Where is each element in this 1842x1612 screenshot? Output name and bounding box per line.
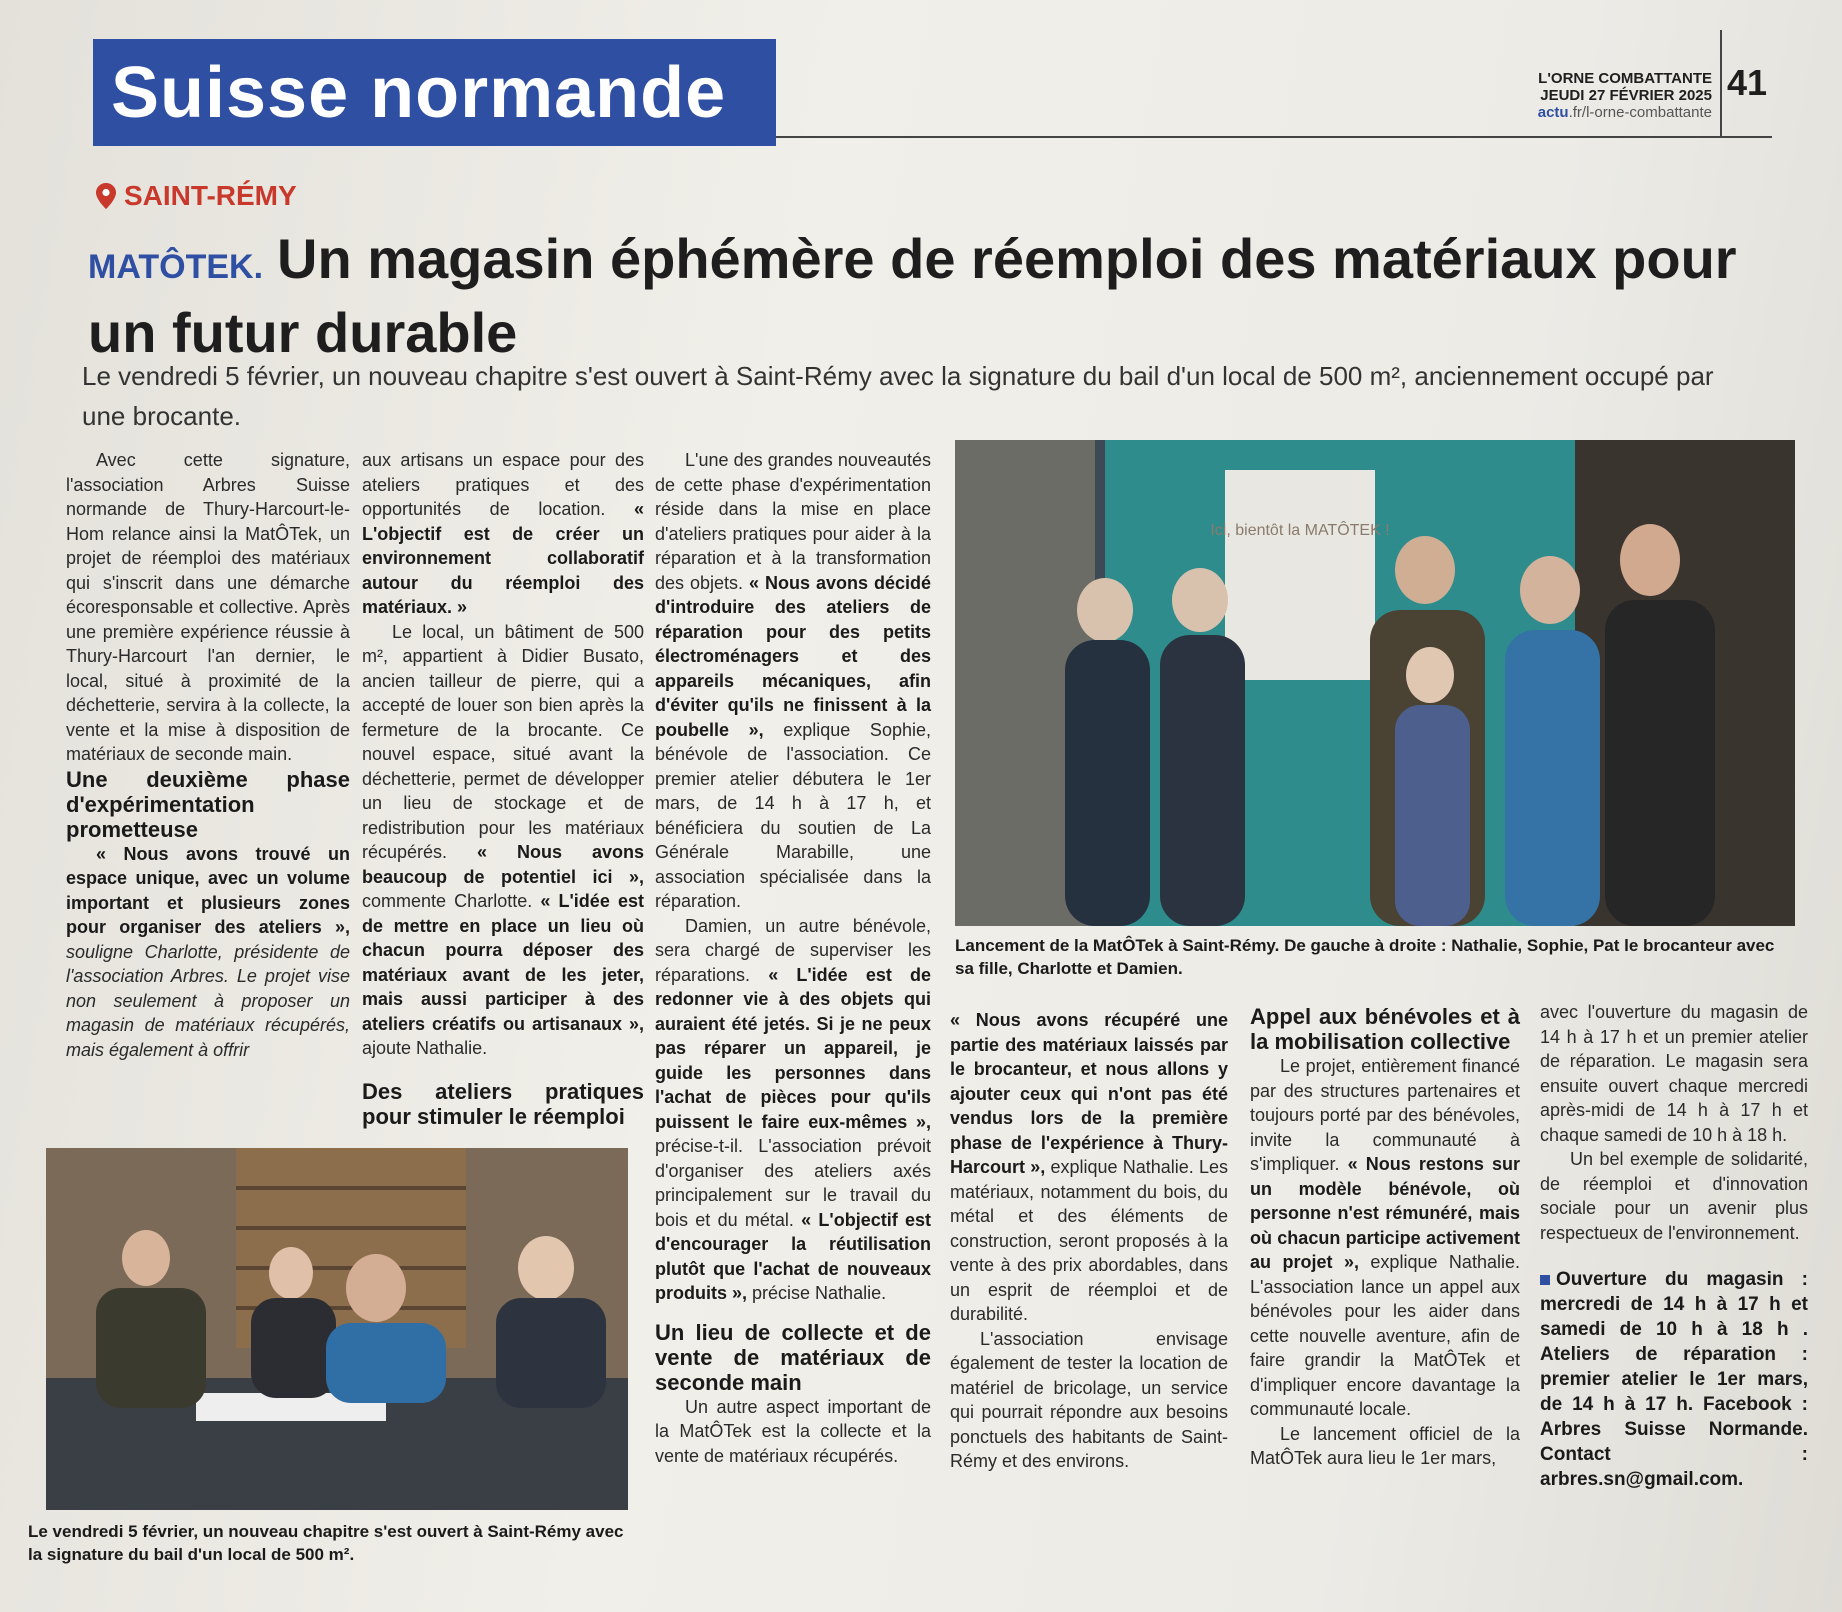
article-intro: Le vendredi 5 février, un nouveau chapitre s'est ouvert à Saint-Rémy avec la signature du bail d'un local de 500 m², anciennement occupé par une brocante. bbox=[82, 361, 1714, 431]
subheading: Appel aux bénévoles et à la mobilisation collective bbox=[1250, 1004, 1520, 1054]
paragraph: L'association envisage également de tester la location de matériel de bricolage, un service qui pourrait répondre aux besoins ponctuels des habitants de Saint-Rémy et des environs. bbox=[950, 1328, 1228, 1471]
text-column-5 bbox=[1250, 1004, 1520, 1471]
paragraph: aux artisans un espace pour des ateliers pratiques et des opportunités de location. « L'objectif est de créer un environnement collaboratif autour du réemploi des matériaux. » bbox=[362, 450, 644, 617]
paragraph: avec l'ouverture du magasin de 14 h à 17 h et un premier atelier de réparation. Le magasin sera ensuite ouvert chaque mercredi après-midi de 14 h à 17 h et chaque samedi de 10 h à 18 h. bbox=[1540, 1002, 1808, 1145]
paragraph: « Nous avons récupéré une partie des matériaux laissés par le brocanteur, et nous allons y ajouter ceux qui n'ont pas été vendus lors de la première phase de l'expérience à Thury-Harcourt », explique Nathalie. Les matériaux, notamment du bois, du métal et des éléments de construction, seront proposés à la vente à des prix abordables, dans un esprit de réemploi et de durabilité. bbox=[950, 1010, 1229, 1324]
header-rule bbox=[776, 136, 1772, 138]
main-photo bbox=[955, 440, 1795, 926]
paragraph: L'une des grandes nouveautés de cette phase d'expérimentation réside dans la mise en place d'ateliers pratiques pour aider à la réparation et à la transformation des objets. « Nous avons décidé d'introduire des ateliers de réparation pour des petits électroménagers et des appareils mécaniques, afin d'éviter qu'ils ne finissent à la poubelle », explique Sophie, bénévole de l'association. Ce premier atelier débutera le 1er mars, de 14 h à 17 h, et bénéficiera du soutien de La Générale Marabille, une association spécialisée dans la réparation. bbox=[655, 450, 932, 911]
info-box: Ouverture du magasin : mercredi de 14 h à 17 h et samedi de 10 h à 18 h . Ateliers de réparation : premier atelier le 1er mars, de 14 h à 17 h. Facebook : Arbres Suisse Normande. Contact : arbres.sn@gmail.com. bbox=[1540, 1269, 1808, 1490]
main-photo-caption: Lancement de la MatÔTek à Saint-Rémy. De gauche à droite : Nathalie, Sophie, Pat le brocanteur avec sa fille, Charlotte et Damien. bbox=[955, 936, 1775, 978]
signing-photo-illustration bbox=[46, 1148, 628, 1510]
text-column-3 bbox=[655, 448, 931, 1468]
text-column-4 bbox=[950, 1008, 1228, 1474]
location-label: SAINT-RÉMY bbox=[124, 180, 297, 211]
text-column-6 bbox=[1540, 1000, 1808, 1492]
publication-date: JEUDI 27 FÉVRIER 2025 bbox=[1540, 87, 1712, 104]
subheading: Une deuxième phase d'expérimentation prometteuse bbox=[66, 766, 350, 842]
sign-text: Ici, bientôt la MATÔTEK ! bbox=[1210, 522, 1390, 539]
location-pin-icon bbox=[96, 183, 116, 209]
text-column-1 bbox=[66, 448, 350, 1062]
group-photo-illustration bbox=[955, 440, 1795, 926]
paragraph: Un autre aspect important de la MatÔTek est la collecte et la vente de matériaux récupérés. bbox=[655, 1396, 931, 1466]
text-column-2 bbox=[362, 448, 644, 1129]
page-number: 41 bbox=[1720, 30, 1772, 136]
subheading: Des ateliers pratiques pour stimuler le réemploi bbox=[362, 1078, 644, 1129]
location-tag bbox=[96, 180, 297, 212]
section-title: Suisse normande bbox=[111, 52, 727, 133]
paragraph: Le projet, entièrement financé par des structures partenaires et toujours porté par des bénévoles, invite la communauté à s'impliquer. « Nous restons sur un modèle bénévole, où personne n'est rémunéré, mais où chacun participe activement au projet », explique Nathalie. L'association lance un appel aux bénévoles pour les aider dans cette nouvelle aventure, afin de faire grandir la MatÔTek et d'impliquer encore davantage la communauté locale. bbox=[1250, 1056, 1520, 1419]
bullet-square-icon bbox=[1540, 1275, 1550, 1285]
section-banner bbox=[93, 39, 776, 146]
paragraph: Le lancement officiel de la MatÔTek aura lieu le 1er mars, bbox=[1250, 1423, 1520, 1468]
paragraph: Avec cette signature, l'association Arbres Suisse normande de Thury-Harcourt-le-Hom relance ainsi la MatÔTek, un projet de réemploi des matériaux qui s'inscrit dans une démarche écoresponsable et collective. Après une première expérience réussie à Thury-Harcourt l'an dernier, le local, situé à proximité de la déchetterie, servira à la collecte, la vente et la mise à disposition de matériaux de seconde main. bbox=[66, 450, 350, 764]
secondary-photo bbox=[46, 1148, 628, 1510]
publication-url[interactable]: actu.fr/l-orne-combattante bbox=[1537, 104, 1712, 121]
paragraph: Le local, un bâtiment de 500 m², appartient à Didier Busato, ancien tailleur de pierre, qui a accepté de louer son bien après la fermeture de la brocante. Ce nouvel espace, situé avant la déchetterie, permet de développer un lieu de stockage et de redistribution pour les matériaux récupérés. « Nous avons beaucoup de potentiel ici », commente Charlotte. « L'idée est de mettre en place un lieu où chacun pourra déposer des matériaux avant de les jeter, mais aussi participer à des ateliers créatifs ou artisanaux », ajoute Nathalie. bbox=[362, 621, 644, 1058]
paragraph: Un bel exemple de solidarité, de réemploi et d'innovation sociale pour un avenir plus respectueux de l'environnement. bbox=[1540, 1149, 1808, 1243]
headline-kicker: MATÔTEK. bbox=[88, 248, 264, 286]
publication-info bbox=[1538, 70, 1712, 121]
subheading: Un lieu de collecte et de vente de matériaux de seconde main bbox=[655, 1319, 931, 1395]
paragraph: Damien, un autre bénévole, sera chargé de superviser les réparations. « L'idée est de redonner vie à des objets qui auraient été jetés. Si je ne peux pas réparer un appareil, je guide les personnes dans l'achat de pièces pour qu'ils puissent le faire eux-mêmes », précise-t-il. L'association prévoit d'organiser des ateliers axés principalement sur le travail du bois et du métal. « L'objectif est d'encourager la réutilisation plutôt que l'achat de nouveaux produits », précise Nathalie. bbox=[655, 915, 932, 1303]
secondary-photo-caption: Le vendredi 5 février, un nouveau chapitre s'est ouvert à Saint-Rémy avec la signature du bail d'un local de 500 m². bbox=[28, 1522, 624, 1564]
paragraph: « Nous avons trouvé un espace unique, avec un volume important et plusieurs zones pour organiser des ateliers », souligne Charlotte, présidente de l'association Arbres. Le projet vise non seulement à proposer un magasin de matériaux récupérés, mais également à offrir bbox=[66, 843, 350, 1060]
sign-paper bbox=[1225, 470, 1375, 680]
publication-name: L'ORNE COMBATTANTE bbox=[1538, 70, 1712, 87]
headline-text: Un magasin éphémère de réemploi des matériaux pour un futur durable bbox=[88, 227, 1737, 364]
article-headline bbox=[88, 226, 1788, 366]
